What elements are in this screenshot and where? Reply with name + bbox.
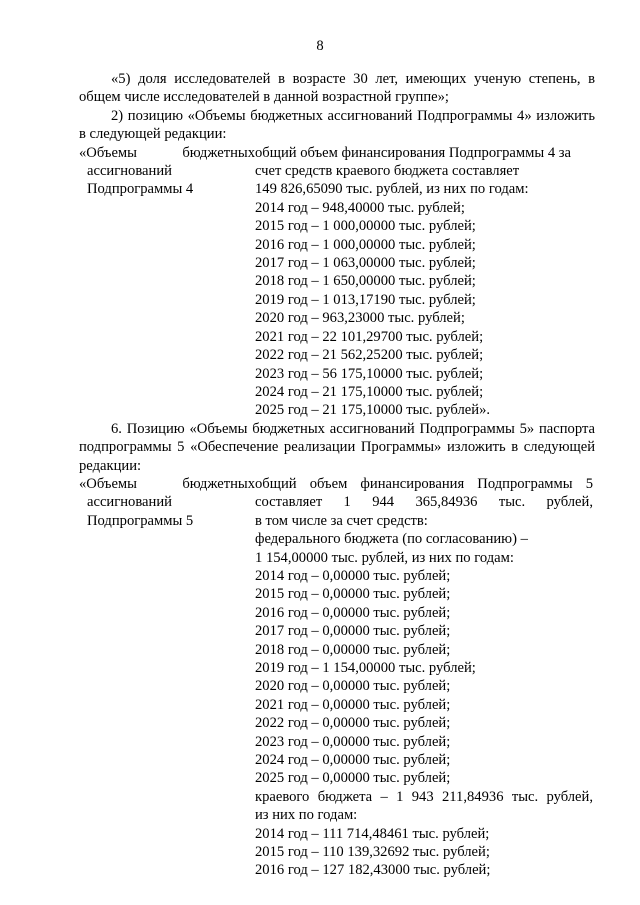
table-right-line: краевого бюджета – 1 943 211,84936 тыс. рублей, (255, 788, 593, 805)
table-left-line: «Объемы бюджетных (79, 144, 255, 161)
table-right-line: 2014 год – 0,00000 тыс. рублей; (255, 567, 451, 584)
table-right-line: 2025 год – 0,00000 тыс. рублей; (255, 770, 451, 787)
table-right-line: 2014 год – 111 714,48461 тыс. рублей; (255, 825, 490, 842)
table-right-line: 2022 год – 0,00000 тыс. рублей; (255, 715, 451, 732)
paragraph-position-4: 2) позицию «Объемы бюджетных ассигнований Подпрограммы 4» изложить в следующей редакции: (79, 107, 595, 143)
table-left-line: «Объемы бюджетных (79, 475, 255, 492)
table-right-line: 1 154,00000 тыс. рублей, из них по годам: (255, 549, 514, 566)
budget-table-subprogram-4 (79, 144, 595, 420)
table-right-line: 2015 год – 1 000,00000 тыс. рублей; (255, 218, 476, 235)
table-right-line: 2022 год – 21 562,25200 тыс. рублей; (255, 347, 484, 364)
budget-table-subprogram-5 (79, 475, 595, 880)
table-right-line: общий объем финансирования Подпрограммы 5 (255, 475, 593, 492)
table-left-line: Подпрограммы 5 (87, 512, 194, 529)
table-right-line: 2017 год – 1 063,00000 тыс. рублей; (255, 255, 476, 272)
table-right-line: 2016 год – 127 182,43000 тыс. рублей; (255, 862, 491, 879)
table-right-line: федерального бюджета (по согласованию) – (255, 531, 528, 548)
table-right-line: 2016 год – 1 000,00000 тыс. рублей; (255, 236, 476, 253)
table-right-line: 2017 год – 0,00000 тыс. рублей; (255, 623, 451, 640)
table-right-line: 2014 год – 948,40000 тыс. рублей; (255, 199, 465, 216)
table-right-line: 2024 год – 21 175,10000 тыс. рублей; (255, 383, 484, 400)
table-right-column (255, 144, 593, 420)
document-body (79, 70, 595, 880)
table-right-line: 2020 год – 963,23000 тыс. рублей; (255, 310, 465, 327)
table-right-line: 2021 год – 22 101,29700 тыс. рублей; (255, 328, 484, 345)
table-right-line: 2023 год – 0,00000 тыс. рублей; (255, 733, 451, 750)
table-left-column (79, 144, 255, 420)
table-right-line: 2020 год – 0,00000 тыс. рублей; (255, 678, 451, 695)
table-right-line: 2024 год – 0,00000 тыс. рублей; (255, 752, 451, 769)
table-right-line: 149 826,65090 тыс. рублей, из них по годам: (255, 181, 529, 198)
page-number: 8 (316, 38, 324, 54)
table-right-line: общий объем финансирования Подпрограммы 4 за (255, 144, 572, 161)
paragraph-item-5: «5) доля исследователей в возрасте 30 лет, имеющих ученую степень, в общем числе исследователей в данной возрастной группе»; (79, 71, 595, 106)
table-left-line: ассигнований (87, 163, 172, 180)
table-right-line: 2015 год – 110 139,32692 тыс. рублей; (255, 844, 490, 861)
table-right-column (255, 475, 593, 880)
table-right-line: 2019 год – 1 013,17190 тыс. рублей; (255, 291, 476, 308)
table-right-line: 2016 год – 0,00000 тыс. рублей; (255, 604, 451, 621)
table-right-line: из них по годам: (255, 807, 358, 824)
table-right-line: 2018 год – 0,00000 тыс. рублей; (255, 641, 451, 658)
table-right-line: 2015 год – 0,00000 тыс. рублей; (255, 586, 451, 603)
table-right-line: 2018 год – 1 650,00000 тыс. рублей; (255, 273, 476, 290)
table-left-line: Подпрограммы 4 (87, 181, 194, 198)
table-right-line: в том числе за счет средств: (255, 512, 428, 529)
table-right-line: составляет 1 944 365,84936 тыс. рублей, (255, 494, 593, 511)
table-left-column (79, 475, 255, 880)
table-right-line: 2023 год – 56 175,10000 тыс. рублей; (255, 365, 484, 382)
table-right-line: 2021 год – 0,00000 тыс. рублей; (255, 696, 451, 713)
table-right-line: 2019 год – 1 154,00000 тыс. рублей; (255, 660, 476, 676)
table-right-line: 2025 год – 21 175,10000 тыс. рублей». (255, 402, 491, 419)
table-left-line: ассигнований (87, 494, 172, 511)
table-right-line: счет средств краевого бюджета составляет (255, 163, 520, 180)
paragraph-item-6: 6. Позицию «Объемы бюджетных ассигнований Подпрограммы 5» паспорта подпрограммы 5 «Обеспечение реализации Программы» изложить в следующей редакции: (79, 420, 595, 474)
